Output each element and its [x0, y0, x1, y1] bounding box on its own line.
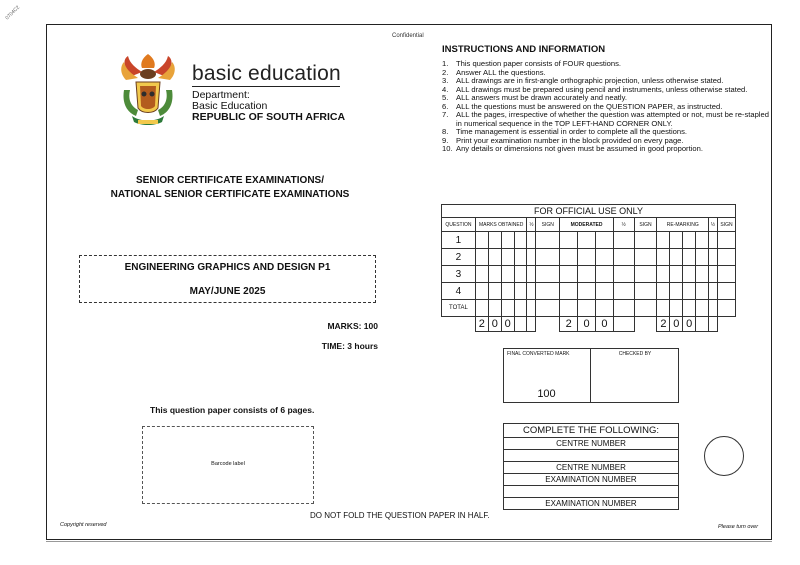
instruction-number: 2. [442, 67, 449, 77]
instruction-number: 4. [442, 84, 449, 94]
page-frame-bottom-line [46, 541, 772, 542]
centre-number-label: CENTRE NUMBER [504, 438, 679, 450]
centre-number-label: CENTRE NUMBER [504, 462, 679, 474]
no-fold-warning: DO NOT FOLD THE QUESTION PAPER IN HALF. [310, 511, 490, 520]
instruction-number: 9. [442, 135, 449, 145]
total-digit: 0 [488, 317, 501, 332]
exam-title-line2: NATIONAL SENIOR CERTIFICATE EXAMINATIONS [110, 189, 350, 200]
instruction-text: This question paper consists of FOUR questions. [456, 59, 622, 68]
instruction-number: 7. [442, 110, 449, 119]
scan-stamp: 0704C2 [4, 4, 22, 22]
instructions-list [442, 60, 772, 154]
confidential-label: Confidential [392, 33, 424, 39]
total-digits-row [442, 317, 736, 332]
exam-title [60, 174, 400, 202]
instruction-number: 6. [442, 101, 449, 111]
instruction-text: ALL drawings must be prepared using pencil and instruments, unless otherwise stated. [456, 84, 748, 94]
remarking-digit: 0 [670, 317, 683, 332]
column-remarking: RE-MARKING [657, 218, 709, 232]
column-half-remarking: ½ [709, 218, 718, 232]
remarking-digit: 0 [683, 317, 696, 332]
brand-name: basic education [192, 62, 341, 85]
question-number: 1 [442, 232, 476, 249]
instruction-item [442, 145, 772, 154]
question-number: 2 [442, 249, 476, 266]
remarking-digit: 2 [657, 317, 670, 332]
official-use-title: FOR OFFICIAL USE ONLY [442, 205, 736, 218]
please-turn-over: Please turn over [718, 524, 759, 530]
question-row [442, 232, 736, 249]
final-mark-label: FINAL CONVERTED MARK [507, 351, 570, 357]
coat-of-arms-logo [118, 50, 178, 128]
question-row [442, 249, 736, 266]
instruction-number: 5. [442, 93, 449, 102]
brand-underline [192, 86, 340, 87]
total-digit: 2 [475, 317, 488, 332]
final-mark-divider [590, 348, 591, 403]
question-number: 4 [442, 283, 476, 300]
examination-number-label: EXAMINATION NUMBER [504, 474, 679, 486]
column-sign-remarking: SIGN [717, 218, 735, 232]
official-use-table [441, 204, 736, 332]
page-count-note: This question paper consists of 6 pages. [150, 405, 315, 415]
country-name: REPUBLIC OF SOUTH AFRICA [192, 111, 346, 123]
paper-title: ENGINEERING GRAPHICS AND DESIGN P1 [124, 262, 331, 273]
column-moderated: MODERATED [560, 218, 614, 232]
department-label: Department: [192, 89, 250, 101]
instruction-text: ALL answers must be drawn accurately and neatly. [456, 93, 627, 102]
column-sign: SIGN [536, 218, 560, 232]
checked-by-label: CHECKED BY [618, 351, 652, 357]
column-sign-moderated: SIGN [634, 218, 657, 232]
copyright-note: Copyright reserved [60, 522, 107, 528]
total-row [442, 300, 736, 317]
column-question: QUESTION [442, 218, 476, 232]
question-row [442, 283, 736, 300]
instruction-text: Any details or dimensions not given must be assumed in good proportion. [456, 144, 703, 153]
instruction-text: ALL drawings are in first-angle orthographic projection, unless otherwise stated. [456, 76, 724, 85]
centre-number-field[interactable] [504, 450, 679, 462]
instruction-text: ALL the questions must be answered on the QUESTION PAPER, as instructed. [456, 101, 723, 111]
question-number: 3 [442, 266, 476, 283]
stamp-circle [704, 436, 744, 476]
examination-number-field[interactable] [504, 486, 679, 498]
question-row [442, 266, 736, 283]
total-label: TOTAL [442, 300, 476, 317]
instruction-number: 1. [442, 59, 449, 68]
instruction-text: Print your examination number in the block provided on every page. [456, 135, 684, 145]
instruction-number: 8. [442, 127, 449, 136]
instructions-title: INSTRUCTIONS AND INFORMATION [442, 44, 606, 55]
exam-title-line1: SENIOR CERTIFICATE EXAMINATIONS/ [136, 175, 324, 186]
instruction-text: Time management is essential in order to complete all the questions. [456, 127, 688, 136]
instruction-text: Answer ALL the questions. [456, 67, 546, 77]
instruction-text: ALL the pages, irrespective of whether the question was attempted or not, must be re-stapled in numerical sequence in the TOP LEFT-HAND CORNER ONLY. [456, 110, 769, 128]
time-label: TIME: 3 hours [321, 341, 378, 351]
complete-title: COMPLETE THE FOLLOWING: [504, 424, 679, 438]
instruction-item [442, 111, 772, 128]
instruction-number: 3. [442, 76, 449, 85]
total-digit: 0 [501, 317, 514, 332]
instruction-number: 10. [442, 144, 453, 153]
marks-label: MARKS: 100 [327, 321, 378, 331]
final-mark-value: 100 [537, 388, 556, 400]
moderated-digit: 2 [560, 317, 578, 332]
moderated-digit: 0 [595, 317, 613, 332]
department-name: Basic Education [192, 100, 268, 112]
column-half: ½ [527, 218, 536, 232]
paper-date: MAY/JUNE 2025 [189, 286, 266, 297]
examination-number-label: EXAMINATION NUMBER [504, 498, 679, 510]
complete-following-table [503, 423, 679, 510]
column-marks-obtained: MARKS OBTAINED [475, 218, 527, 232]
barcode-label: Barcode label [211, 461, 245, 467]
moderated-digit: 0 [578, 317, 596, 332]
column-half-moderated: ½ [613, 218, 634, 232]
